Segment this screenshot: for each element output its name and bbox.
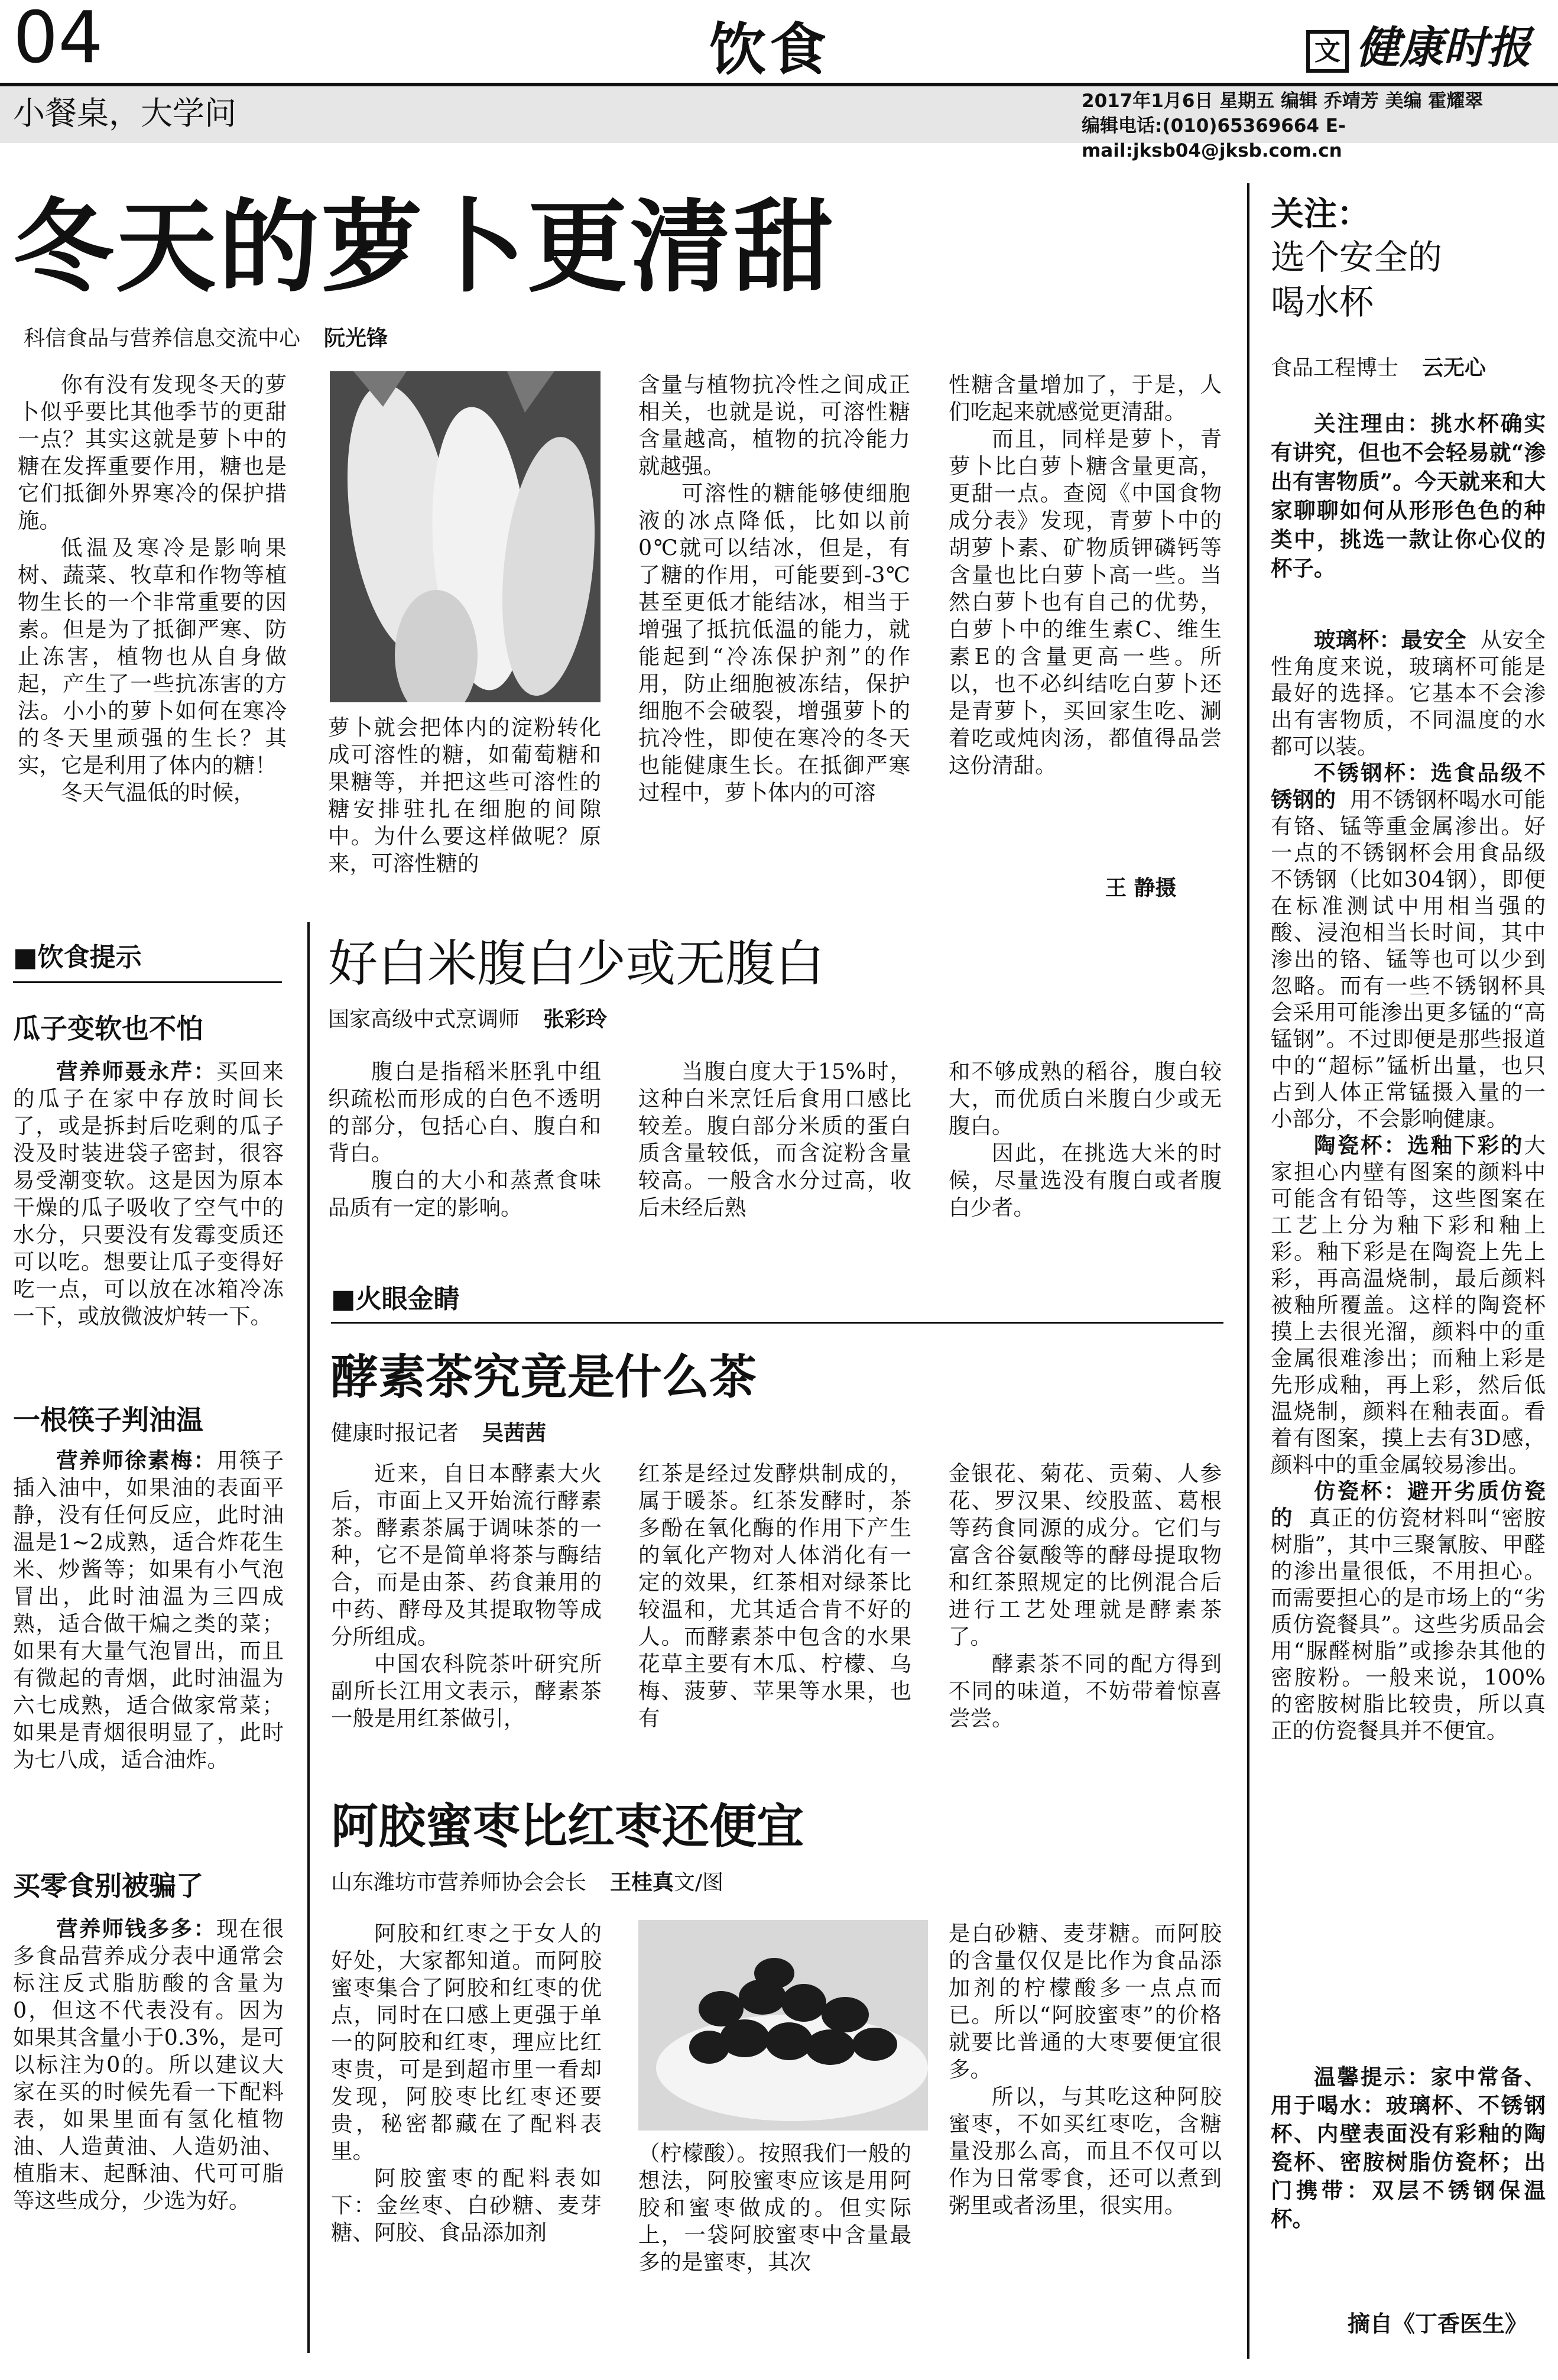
paragraph: 和不够成熟的稻谷，腹白较大，而优质白米腹白少或无腹白。 [949,1059,1222,1139]
cup-text: 真正的仿瓷材料叫“密胺树脂”，其中三聚氰胺、甲醛的渗出量很低，不用担心。而需要担心的是市场上的“劣质仿瓷餐具”。这些劣质品会用“脲醛树脂”或掺杂其他的密胺粉。一般来说，100%的密胺树脂比较贵，所以真正的仿瓷餐具并不便宜。 [1271,1505,1546,1743]
cup-lead: 玻璃杯：最安全 [1314,627,1466,653]
lead-column-1 [18,371,287,806]
paragraph: 你有没有发现冬天的萝卜似乎要比其他季节的更甜一点？其实这就是萝卜中的糖在发挥重要作用，糖也是它们抵御外界寒冷的保护措施。 [18,372,287,533]
tip-text: 现在很多食品营养成分表中通常会标注反式脂肪酸的含量为0，但这不代表没有。因为如果其含量小于0.3%，是可以标注为0的。所以建议大家在买的时候先看一下配料表，如果里面有氢化植物油、人造黄油、人造奶油、植脂末、起酥油、代可可脂等这些成分，少选为好。 [13,1916,284,2213]
cup-text: 用不锈钢杯喝水可能有铬、锰等重金属渗出。好一点的不锈钢杯会用食品级不锈钢（比如304钢），即便在标准测试中用相当强的酸、浸泡相当长时间，其中渗出的铬、锰等也可以少到忽略。而有一些不锈钢杯具会采用可能渗出更多锰的“高锰钢”。不过即便是那些报道中的“超标”锰析出量，也只占到人体正常锰摄入量的一小部分，不会影响健康。 [1271,787,1546,1131]
cup-text: 大家担心内壁有图案的颜料中可能含有铅等，这些图案在工艺上分为釉下彩和釉上彩。釉下彩是在陶瓷上先上彩，再高温烧制，最后颜料被釉所覆盖。这样的陶瓷杯摸上去很光溜，颜料中的重金属很难渗出；而釉上彩是先形成釉，再上彩，然后低温烧制，颜料在釉表面。看着有图案，摸上去有3D感，颜料中的重金属较易渗出。 [1271,1133,1546,1477]
tip-lead: 营养师聂永芹： [56,1059,217,1084]
tea-rule [331,1322,1223,1324]
cup-item [1271,760,1546,1132]
radish-illustration-icon [330,371,601,702]
masthead-logo [1306,13,1531,76]
sidebar-title-line2: 喝水杯 [1271,282,1374,322]
paragraph: 腹白的大小和蒸煮食味品质有一定的影响。 [328,1168,601,1220]
lead-column-3 [638,371,910,806]
tip-text: 买回来的瓜子在家中存放时间长了，或是拆封后吃剩的瓜子没及时装进袋子密封，很容易受潮变软。这是因为原本干燥的瓜子吸收了空气中的水分，只要没有发霉变质还可以吃。想要让瓜子变得好吃一点，可以放在冰箱冷冻一下，或放微波炉转一下。 [13,1059,284,1329]
sidebar-title-line1: 选个安全的 [1271,237,1443,277]
paragraph: 而且，同样是萝卜，青萝卜比白萝卜糖含量更高，更甜一点。查阅《中国食物成分表》发现，青萝卜中的胡萝卜素、矿物质钾磷钙等含量也比白萝卜高一些。当然白萝卜也有自己的优势，白萝卜中的维生素C、维生素E的含量更高一些。所以，也不必纠结吃白萝卜还是青萝卜，买回家生吃、涮着吃或炖肉汤，都值得品尝这份清甜。 [949,426,1222,778]
tea-column-3 [949,1460,1222,1732]
byline-name: 阮光锋 [324,326,388,351]
tea-headline: 酵素茶究竟是什么茶 [331,1350,757,1405]
ejiao-byline [331,1868,723,1898]
page-number: 04 [13,0,103,79]
byline-org: 科信食品与营养信息交流中心 [24,326,301,351]
tip-body [13,1058,284,1330]
sidebar-kicker: 关注： [1271,195,1370,234]
paragraph: 阿胶和红枣之于女人的好处，大家都知道。而阿胶蜜枣集合了阿胶和红枣的优点，同时在口感上更强于单一的阿胶和红枣，理应比红枣贵，可是到超市里一看却发现，阿胶枣比红枣还要贵，秘密都藏在了配料表里。 [331,1921,602,2164]
editor-contact: 编辑电话:(010)65369664 E-mail:jksb04@jksb.com.cn [1082,115,1346,161]
paragraph: 近来，自日本酵素大火后，市面上又开始流行酵素茶。酵素茶属于调味茶的一种，它不是简单将茶与酶结合，而是由茶、药食兼用的中药、酵母及其提取物等成分所组成。 [331,1461,602,1649]
tips-box-title: ■饮食提示 [13,942,142,972]
byline-name: 吴茜茜 [482,1421,547,1445]
paragraph: 性糖含量增加了，于是，人们吃起来就感觉更清甜。 [949,372,1222,424]
sidebar-items [1271,627,1546,1744]
reason-text: 挑水杯确实有讲究，但也不会轻易就“渗出有害物质”。今天就来和大家聊聊如何从形形色色的种类中，挑选一款让你心仪的杯子。 [1271,411,1546,581]
paragraph: 可溶性的糖能够使细胞液的冰点降低，比如以前0℃就可以结冰，但是，有了糖的作用，可能要到-3℃甚至更低才能结冰，相当于增强了抵抗低温的能力，就能起到“冷冻保护剂”的作用，防止细胞被冻结，保护细胞不会破裂，增强萝卜的抗冷性，即使在寒冷的冬天也能健康生长。在抵御严寒过程中，萝卜体内的可溶 [638,481,910,805]
byline-name: 王桂真 [610,1870,674,1895]
tea-byline [331,1419,546,1448]
sidebar-warm-tip [1271,2063,1546,2233]
rice-column-3 [949,1058,1222,1221]
section-slogan: 小餐桌，大学问 [13,95,236,132]
paragraph: 萝卜就会把体内的淀粉转化成可溶性的糖，如葡萄糖和果糖等，并把这些可溶性的糖安排驻扎在细胞的间隙中。为什么要这样做呢？原来，可溶性糖的 [328,715,601,876]
warm-lead: 温馨提示： [1314,2064,1431,2090]
paragraph: 中国农科院茶叶研究所副所长江用文表示，酵素茶一般是用红茶做引， [331,1651,602,1731]
paragraph: 低温及寒冷是影响果树、蔬菜、牧草和作物等植物生长的一个非常重要的因素。但是为了抵御严寒、防止冻害，植物也从自身做起，产生了一些抗冻害的方法。小小的萝卜如何在寒冷的冬天里顽强的生长？其实，它是利用了体内的糖！ [18,535,287,778]
paragraph: 腹白是指稻米胚乳中组织疏松而形成的白色不透明的部分，包括心白、腹白和背白。 [328,1059,601,1166]
tea-column-2 [638,1460,911,1732]
cup-item [1271,1132,1546,1478]
tips-rule [13,981,282,983]
byline-org: 山东潍坊市营养师协会会长 [331,1870,587,1895]
byline-org: 国家高级中式烹调师 [328,1007,520,1032]
tip-title: 买零食别被骗了 [13,1870,203,1902]
dateline: 2017年1月6日 星期五 编辑 乔靖芳 美编 霍耀翠 [1082,90,1484,112]
paragraph: 当腹白度大于15%时，这种白米烹饪后食用口感比较差。腹白部分米质的蛋白质含量较低，而含淀粉含量较高。一般含水分过高，收后未经后熟 [638,1059,911,1220]
ejiao-column-2 [638,2140,911,2276]
paragraph: 金银花、菊花、贡菊、人参花、罗汉果、绞股蓝、葛根等药食同源的成分。它们与富含谷氨酸等的酵母提取物和红茶照规定的比例混合后进行工艺处理就是酵素茶了。 [949,1461,1222,1649]
rice-column-2 [638,1058,911,1221]
byline-name: 张彩玲 [543,1007,608,1032]
cup-item [1271,627,1546,760]
tea-box-title: ■火眼金睛 [331,1284,460,1314]
section-title: 饮食 [709,17,830,83]
paragraph: 阿胶蜜枣的配料表如下：金丝枣、白砂糖、麦芽糖、阿胶、食品添加剂 [331,2165,602,2245]
paragraph: 酵素茶不同的配方得到不同的味道，不妨带着惊喜尝尝。 [949,1651,1222,1731]
lead-column-2 [328,714,601,877]
tip-text: 用筷子插入油中，如果油的表面平静，没有任何反应，此时油温是1~2成熟，适合炸花生米、炒酱等；如果有小气泡冒出，此时油温为三四成熟，适合做干煸之类的菜；如果有大量气泡冒出，而且有微起的青烟，此时油温为六七成熟，适合做家常菜；如果是青烟很明显了，此时为七八成，适合油炸。 [13,1448,284,1772]
byline-org: 健康时报记者 [331,1421,459,1445]
column-divider [307,922,310,2353]
paragraph: 所以，与其吃这种阿胶蜜枣，不如买红枣吃，含糖量没那么高，而且不仅可以作为日常零食，还可以煮到粥里或者汤里，很实用。 [949,2084,1222,2218]
lead-headline: 冬天的萝卜更清甜 [13,188,836,306]
sidebar-byline [1271,354,1486,383]
sidebar-divider [1247,183,1249,2359]
tip-body [13,1915,284,2214]
tea-column-1 [331,1460,602,1732]
tip-title: 一根筷子判油温 [13,1404,203,1436]
sidebar-source: 摘自《丁香医生》 [1348,2310,1528,2337]
byline-name: 云无心 [1422,356,1486,380]
dates-photo [638,1920,928,2131]
cup-item [1271,1478,1546,1744]
lead-byline [24,324,388,354]
paragraph: 红茶是经过发酵烘制成的，属于暖茶。红茶发酵时，茶多酚在氧化酶的作用下产生的氧化产物对人体消化有一定的效果，红茶相对绿茶比较温和，尤其适合肯不好的人。而酵素茶中包含的水果花草主要有木瓜、柠檬、乌梅、菠萝、苹果等水果，也有 [638,1461,911,1731]
dates-illustration-icon [638,1920,928,2131]
logo-text: 健康时报 [1356,22,1531,73]
ejiao-column-3 [949,1920,1222,2219]
cup-text: 从安全性角度来说，玻璃杯可能是最好的选择。它基本不会渗出有害物质，不同温度的水都可以装。 [1271,627,1546,759]
tip-lead: 营养师钱多多： [56,1916,217,1941]
ejiao-headline: 阿胶蜜枣比红枣还便宜 [331,1799,804,1854]
tip-lead: 营养师徐素梅： [56,1448,217,1473]
cup-lead: 陶瓷杯：选釉下彩的 [1314,1133,1524,1158]
sidebar-reason [1271,409,1546,583]
paragraph: 因此，在挑选大米的时候，尽量选没有腹白或者腹白少者。 [949,1140,1222,1220]
logo-mark-icon: 文 [1306,30,1349,73]
paragraph: 含量与植物抗冷性之间成正相关，也就是说，可溶性糖含量越高，植物的抗冷能力就越强。 [638,372,910,479]
byline-suffix: 文/图 [674,1870,724,1895]
radish-photo [330,371,601,702]
rice-headline: 好白米腹白少或无腹白 [328,935,825,993]
cup-lead: 仿瓷杯：避开劣质仿瓷的 [1271,1478,1546,1531]
paragraph: （柠檬酸）。按照我们一般的想法，阿胶蜜枣应该是用阿胶和蜜枣做成的。但实际上，一袋阿胶蜜枣中含量最多的是蜜枣，其次 [638,2141,911,2275]
rice-column-1 [328,1058,601,1221]
lead-column-4 [949,371,1222,779]
cup-lead: 不锈钢杯：选食品级不锈钢的 [1271,760,1546,812]
tip-body [13,1447,284,1773]
tip-title: 瓜子变软也不怕 [13,1013,203,1045]
rice-byline [328,1005,607,1035]
byline-org: 食品工程博士 [1271,356,1399,380]
ejiao-column-1 [331,1920,602,2246]
paragraph: 是白砂糖、麦芽糖。而阿胶的含量仅仅是比作为食品添加剂的柠檬酸多一点点而已。所以“阿胶蜜枣”的价格就要比普通的大枣要便宜很多。 [949,1921,1222,2082]
warm-text: 家中常备、用于喝水：玻璃杯、不锈钢杯、内壁表面没有彩釉的陶瓷杯、密胺树脂仿瓷杯；出门携带：双层不锈钢保温杯。 [1271,2064,1546,2232]
photo-credit: 王 静摄 [1105,876,1177,900]
paragraph: 冬天气温低的时候， [61,780,255,805]
reason-lead: 关注理由： [1314,411,1431,436]
